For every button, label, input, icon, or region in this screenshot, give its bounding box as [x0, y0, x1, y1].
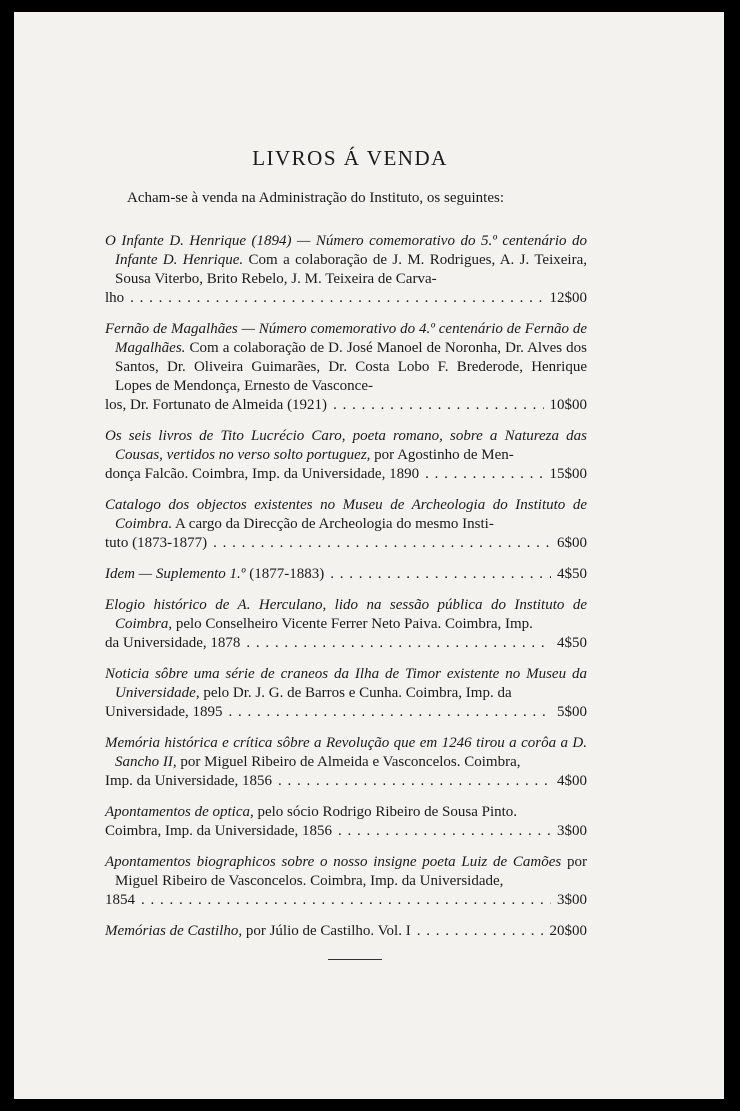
book-details-last: da Universidade, 1878: [105, 635, 241, 651]
book-price: 5$00: [557, 704, 587, 720]
book-price: 12$00: [549, 290, 587, 306]
page-title: LIVROS Á VENDA: [252, 146, 448, 170]
book-title: O Infante D. Henrique (1894) — Número comemorativo do 5.º centenário do Infante D. Henrique.: [105, 233, 587, 268]
book-title: Apontamentos biographicos sobre o nosso insigne poeta Luiz de Camões: [105, 854, 562, 870]
book-entry: [105, 665, 587, 722]
book-price: 4$50: [557, 566, 587, 582]
book-details: por Miguel Ribeiro de Almeida e Vasconcelos. Coimbra,: [180, 754, 521, 770]
book-details-last: por Júlio de Castilho. Vol. I: [245, 923, 411, 939]
book-entry: [105, 427, 587, 484]
book-title: Elogio histórico de A. Herculano, lido na sessão pública do Instituto de Coimbra,: [105, 597, 587, 632]
book-entry: [105, 565, 587, 584]
content: [105, 146, 588, 960]
book-price: 4$00: [557, 773, 587, 789]
book-details-last: donça Falcão. Coimbra, Imp. da Universidade, 1890: [105, 466, 420, 482]
book-title: Fernão de Magalhães — Número comemorativo do 4.º centenário de Fernão de Magalhães.: [105, 321, 587, 356]
book-details-last: lho: [105, 290, 125, 306]
book-title: Memória histórica e crítica sôbre a Revolução que em 1246 tirou a corôa a D. Sancho II,: [105, 735, 587, 770]
book-list: [105, 232, 587, 941]
book-details: por Agostinho de Men-: [374, 447, 514, 463]
book-title: Noticia sôbre uma série de craneos da Ilha de Timor existente no Museu da Universidade,: [105, 666, 587, 701]
book-details: pelo Conselheiro Vicente Ferrer Neto Paiva. Coimbra, Imp.: [175, 616, 533, 632]
book-title: Idem — Suplemento 1.º: [105, 566, 246, 582]
book-title: Os seis livros de Tito Lucrécio Caro, poeta romano, sobre a Natureza das Cousas, vertidos no verso solto portuguez,: [105, 428, 587, 463]
book-entry: [105, 922, 587, 941]
book-details: pelo Dr. J. G. de Barros e Cunha. Coimbra, Imp. da: [203, 685, 512, 701]
book-details-last: tuto (1873-1877): [105, 535, 208, 551]
book-details-last: Imp. da Universidade, 1856: [105, 773, 273, 789]
book-price: 10$00: [549, 397, 587, 413]
intro-text: Acham-se à venda na Administração do Instituto, os seguintes:: [127, 190, 504, 206]
book-entry: [105, 496, 587, 553]
book-title: Catalogo dos objectos existentes no Museu de Archeologia do Instituto de Coimbra.: [105, 497, 587, 532]
book-details-last: los, Dr. Fortunato de Almeida (1921): [105, 397, 328, 413]
book-price: 3$00: [557, 823, 587, 839]
book-price: 6$00: [557, 535, 587, 551]
book-details-last: 1854: [105, 892, 135, 908]
book-price: 15$00: [549, 466, 587, 482]
book-details: A cargo da Direcção de Archeologia do mesmo Insti-: [175, 516, 494, 532]
book-details-last: (1877-1883): [249, 566, 325, 582]
book-title: Memórias de Castilho,: [105, 923, 243, 939]
book-price: 3$00: [557, 892, 587, 908]
book-entry: [105, 803, 587, 841]
closing-rule: [328, 959, 382, 960]
book-entry: [105, 320, 587, 415]
book-details: Com a colaboração de J. M. Rodrigues, A. J. Teixeira, Sousa Viterbo, Brito Rebelo, J. M. Teixeira de Carva-: [115, 252, 587, 287]
book-entry: [105, 596, 587, 653]
book-details: Com a colaboração de D. José Manoel de Noronha, Dr. Alves dos Santos, Dr. Oliveira Guimarães, Dr. Costa Lobo F. Brederode, Henrique Lopes de Mendonça, Ernesto de Vasconce-: [115, 340, 587, 394]
book-price: 20$00: [549, 923, 587, 939]
book-title: Apontamentos de optica,: [105, 804, 254, 820]
book-price: 4$50: [557, 635, 587, 651]
book-details-last: Universidade, 1895: [105, 704, 223, 720]
page: [14, 12, 724, 1099]
book-entry: [105, 734, 587, 791]
book-details-last: Coimbra, Imp. da Universidade, 1856: [105, 823, 333, 839]
book-entry: [105, 232, 587, 308]
book-details: por Miguel Ribeiro de Vasconcelos. Coimbra, Imp. da Universidade,: [115, 854, 588, 889]
book-details: pelo sócio Rodrigo Ribeiro de Sousa Pinto.: [257, 804, 518, 820]
book-entry: [105, 853, 587, 910]
